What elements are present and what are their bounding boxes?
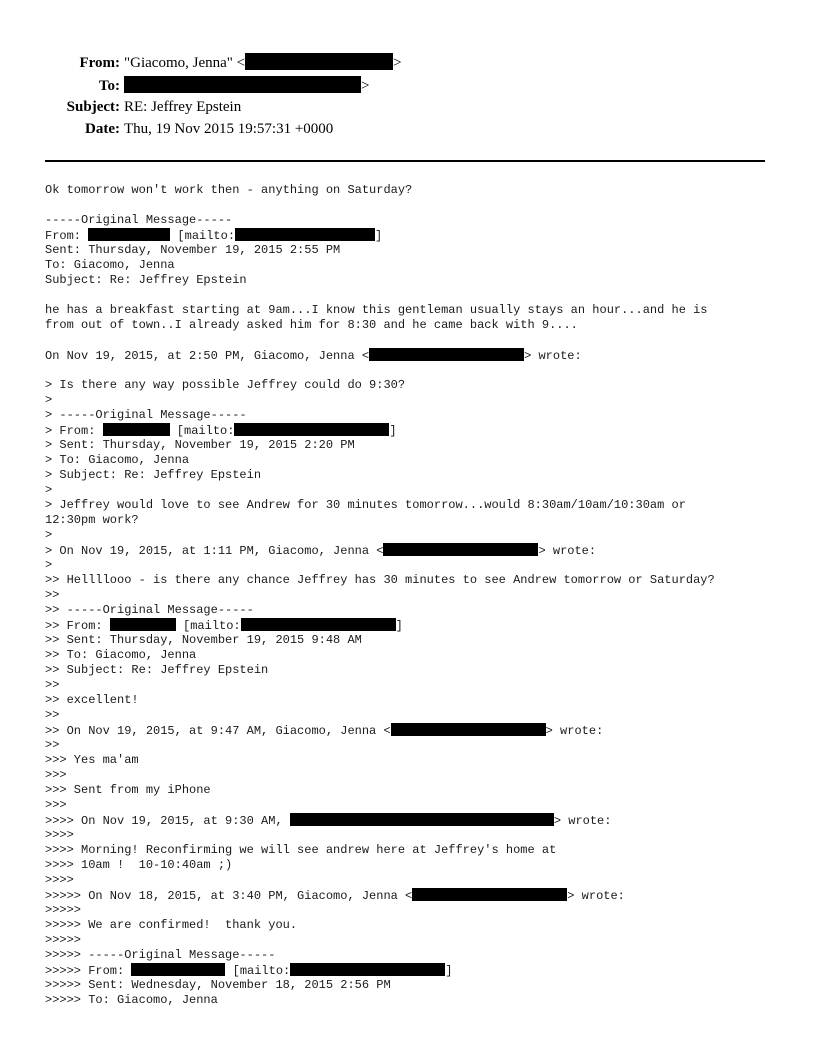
subject-label: Subject: (66, 99, 120, 115)
body-line: >>>>> (45, 903, 82, 917)
to-label: To: (98, 78, 120, 94)
body-line: > From: [mailto: ] (45, 424, 397, 438)
redaction-block (103, 423, 170, 436)
body-line: >> (45, 588, 60, 602)
from-value: "Giacomo, Jenna" < (124, 55, 246, 71)
redaction-block (241, 618, 396, 631)
body-line: >>>>> To: Giacomo, Jenna (45, 993, 218, 1007)
redaction-block (110, 618, 176, 631)
redaction-block (369, 348, 524, 361)
header-divider (45, 160, 765, 162)
redaction-block (124, 76, 361, 93)
body-line: > (45, 528, 53, 542)
body-line: >>> (45, 768, 67, 782)
subject-value: RE: Jeffrey Epstein (124, 99, 242, 115)
body-line: >> From: [mailto: ] (45, 619, 403, 633)
body-line: >>>> (45, 873, 74, 887)
body-line: >> Sent: Thursday, November 19, 2015 9:48 AM (45, 633, 362, 647)
body-line: 12:30pm work? (45, 513, 139, 527)
from-label: From: (79, 55, 120, 71)
body-line: > -----Original Message----- (45, 408, 247, 422)
body-line: he has a breakfast starting at 9am...I know this gentleman usually stays an hour...and he is (45, 303, 708, 317)
body-line: >>>>> From: [mailto: ] (45, 964, 453, 978)
body-line: >>>>> On Nov 18, 2015, at 3:40 PM, Giacomo, Jenna < > wrote: (45, 889, 625, 903)
body-line: > Jeffrey would love to see Andrew for 30 minutes tomorrow...would 8:30am/10am/10:30am or (45, 498, 686, 512)
body-line: >> -----Original Message----- (45, 603, 254, 617)
body-line: >>>>> Sent: Wednesday, November 18, 2015 2:56 PM (45, 978, 391, 992)
body-line: > (45, 483, 53, 497)
body-line: >>> (45, 798, 67, 812)
body-line: > (45, 393, 53, 407)
body-line: >>>>> We are confirmed! thank you. (45, 918, 298, 932)
body-line: >>>> On Nov 19, 2015, at 9:30 AM, > wrote: (45, 814, 612, 828)
body-line: >> Subject: Re: Jeffrey Epstein (45, 663, 269, 677)
body-line: Ok tomorrow won't work then - anything on Saturday? (45, 183, 413, 197)
body-line: >> (45, 708, 60, 722)
body-line: >>>> 10am ! 10-10:40am ;) (45, 858, 233, 872)
body-line: On Nov 19, 2015, at 2:50 PM, Giacomo, Jenna < > wrote: (45, 349, 582, 363)
body-line: from out of town..I already asked him for 8:30 and he came back with 9.... (45, 318, 578, 332)
from-close: > (393, 55, 402, 71)
body-line: >> On Nov 19, 2015, at 9:47 AM, Giacomo, Jenna < > wrote: (45, 724, 604, 738)
header-subject-row (0, 97, 816, 117)
body-line: >> (45, 738, 60, 752)
body-line: >>>> Morning! Reconfirming we will see andrew here at Jeffrey's home at (45, 843, 557, 857)
body-line: >> (45, 678, 60, 692)
redaction-block (234, 423, 389, 436)
header-from-row (0, 53, 816, 73)
body-line: > Sent: Thursday, November 19, 2015 2:20 PM (45, 438, 355, 452)
body-line: > Subject: Re: Jeffrey Epstein (45, 468, 262, 482)
body-line: -----Original Message----- (45, 213, 233, 227)
body-line: > To: Giacomo, Jenna (45, 453, 190, 467)
body-line: >>>> (45, 828, 74, 842)
redaction-block (290, 963, 445, 976)
body-line: >>>>> -----Original Message----- (45, 948, 276, 962)
redaction-block (290, 813, 554, 826)
header-date-row (0, 119, 816, 139)
body-line: >>> Yes ma'am (45, 753, 139, 767)
redaction-block (412, 888, 567, 901)
body-line: >>>>> (45, 933, 82, 947)
body-line: >> Hellllooo - is there any chance Jeffrey has 30 minutes to see Andrew tomorrow or Saturday? (45, 573, 715, 587)
redaction-block (383, 543, 538, 556)
redaction-block (88, 228, 170, 241)
redaction-block (391, 723, 546, 736)
body-line: From: [mailto: ] (45, 229, 383, 243)
body-line: >> excellent! (45, 693, 139, 707)
body-line: >>> Sent from my iPhone (45, 783, 211, 797)
body-line: >> To: Giacomo, Jenna (45, 648, 197, 662)
body-line: Subject: Re: Jeffrey Epstein (45, 273, 247, 287)
body-line: > On Nov 19, 2015, at 1:11 PM, Giacomo, Jenna < > wrote: (45, 544, 597, 558)
body-line: > (45, 558, 53, 572)
body-line: To: Giacomo, Jenna (45, 258, 175, 272)
redaction-block (131, 963, 225, 976)
redaction-block (245, 53, 393, 70)
to-close: > (361, 78, 370, 94)
body-line: Sent: Thursday, November 19, 2015 2:55 PM (45, 243, 341, 257)
redaction-block (235, 228, 375, 241)
body-line: > Is there any way possible Jeffrey could do 9:30? (45, 378, 406, 392)
header-to-row (0, 76, 816, 96)
date-value: Thu, 19 Nov 2015 19:57:31 +0000 (124, 121, 334, 137)
date-label: Date: (85, 121, 120, 137)
